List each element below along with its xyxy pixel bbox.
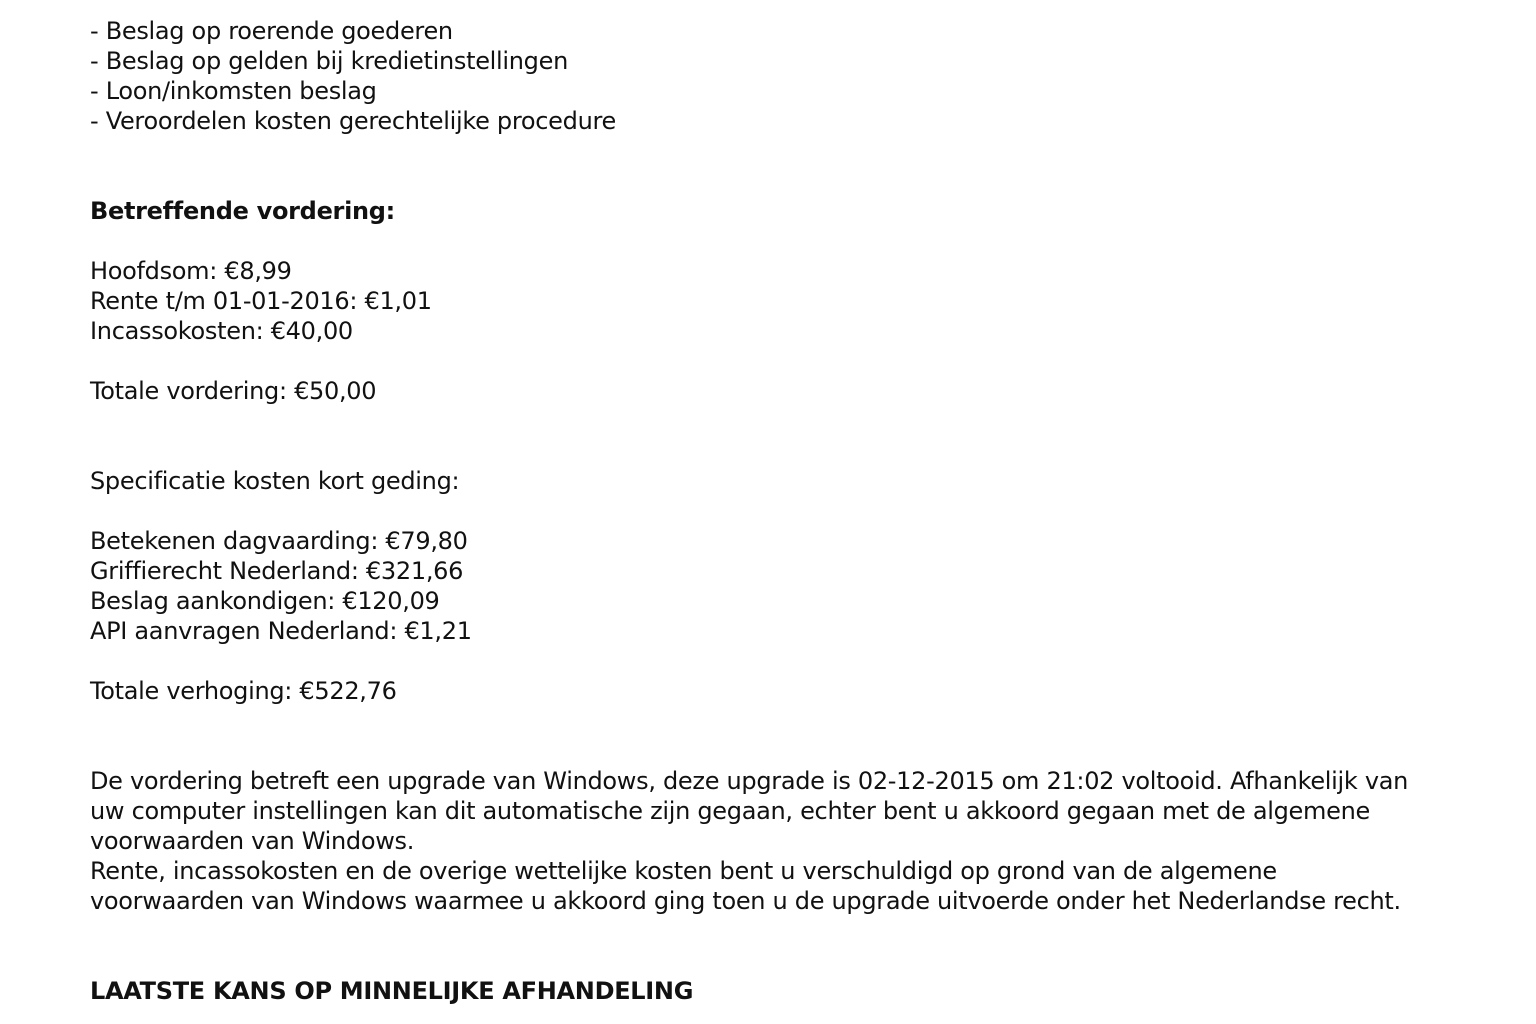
final-heading: LAATSTE KANS OP MINNELIJKE AFHANDELING bbox=[90, 977, 694, 1005]
spacer bbox=[90, 646, 1510, 676]
list-item: - Beslag op gelden bij kredietinstellingen bbox=[90, 47, 568, 75]
spacer bbox=[90, 916, 1510, 976]
cost-summons: Betekenen dagvaarding: €79,80 bbox=[90, 527, 468, 555]
costs-heading: Specificatie kosten kort geding: bbox=[90, 467, 460, 495]
cost-api-request: API aanvragen Nederland: €1,21 bbox=[90, 617, 472, 645]
explanation-line: De vordering betreft een upgrade van Windows, deze upgrade is 02-12-2015 om 21:02 voltooid. Afhankelijk van bbox=[90, 767, 1409, 795]
spacer bbox=[90, 496, 1510, 526]
claim-section bbox=[90, 196, 1510, 406]
spacer bbox=[90, 406, 1510, 466]
explanation-line: Rente, incassokosten en de overige wettelijke kosten bent u verschuldigd op grond van de algemene bbox=[90, 857, 1277, 885]
spacer bbox=[90, 136, 1510, 196]
explanation-paragraph bbox=[90, 766, 1510, 916]
list-item: - Loon/inkomsten beslag bbox=[90, 77, 377, 105]
claim-total: Totale vordering: €50,00 bbox=[90, 377, 377, 405]
claim-collection-costs: Incassokosten: €40,00 bbox=[90, 317, 353, 345]
document-body bbox=[90, 16, 1510, 1006]
list-item: - Veroordelen kosten gerechtelijke procedure bbox=[90, 107, 616, 135]
claim-principal: Hoofdsom: €8,99 bbox=[90, 257, 292, 285]
spacer bbox=[90, 706, 1510, 766]
explanation-line: voorwaarden van Windows waarmee u akkoord ging toen u de upgrade uitvoerde onder het Nederlandse recht. bbox=[90, 887, 1401, 915]
claim-interest: Rente t/m 01-01-2016: €1,01 bbox=[90, 287, 432, 315]
cost-court-fee: Griffierecht Nederland: €321,66 bbox=[90, 557, 464, 585]
list-item: - Beslag op roerende goederen bbox=[90, 17, 453, 45]
explanation-line: uw computer instellingen kan dit automatische zijn gegaan, echter bent u akkoord gegaan met de algemene bbox=[90, 797, 1370, 825]
explanation-line: voorwaarden van Windows. bbox=[90, 827, 415, 855]
costs-section bbox=[90, 466, 1510, 706]
measures-list bbox=[90, 16, 1510, 136]
spacer bbox=[90, 346, 1510, 376]
claim-heading: Betreffende vordering: bbox=[90, 197, 395, 225]
cost-seizure-notice: Beslag aankondigen: €120,09 bbox=[90, 587, 440, 615]
spacer bbox=[90, 226, 1510, 256]
costs-total: Totale verhoging: €522,76 bbox=[90, 677, 397, 705]
